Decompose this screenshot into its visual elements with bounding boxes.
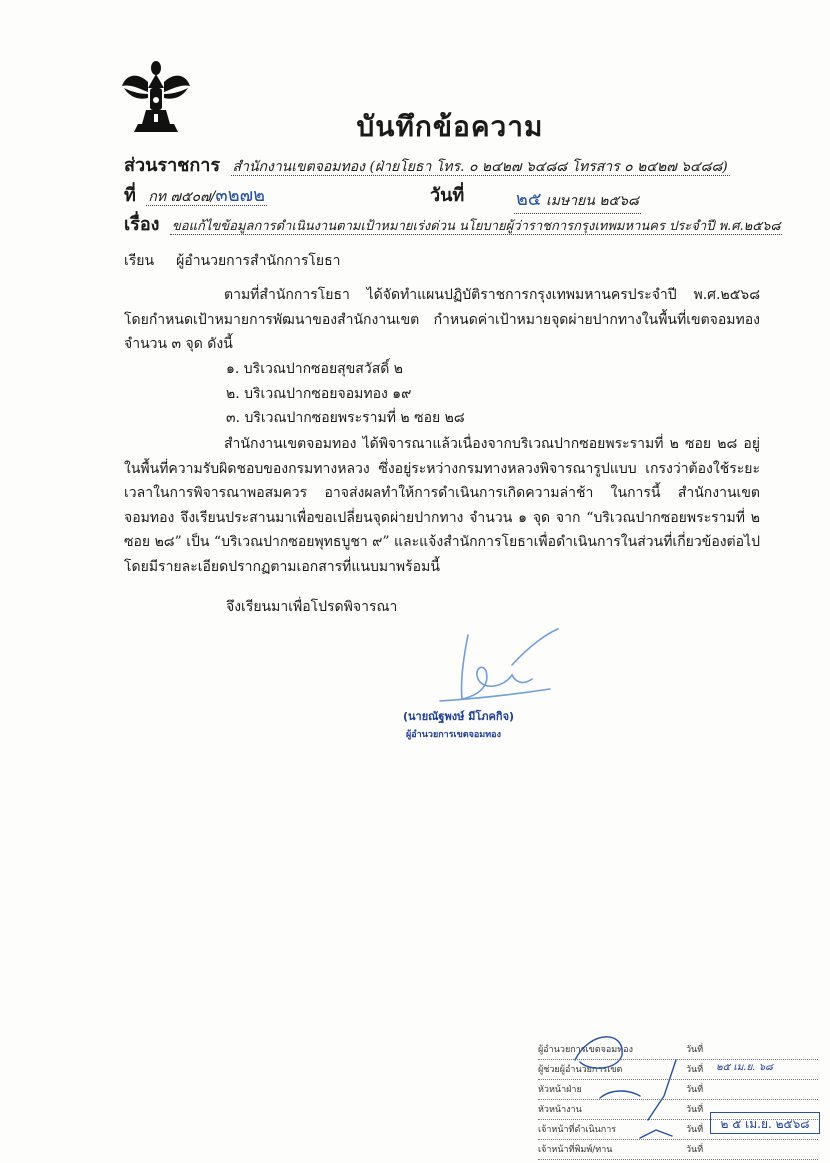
page-title: บันทึกข้อความ — [356, 110, 544, 143]
paragraph-intro: ตามที่สำนักการโยธา ได้จัดทำแผนปฏิบัติราชการกรุงเทพมหานครประจำปี พ.ศ.๒๕๖๘ โดยกำหนดเป้าหมายการพัฒนาของสำนักงานเขต กำหนดค่าเป้าหมายจุดผ่ายปากทางในพื้นที่เขตจอมทอง จำนวน ๓ จุด ดังนี้ — [124, 287, 760, 352]
routing-day-label: วันที่ — [686, 1125, 704, 1135]
salutation-recipient: ผู้อำนวยการสำนักการโยธา — [176, 253, 341, 269]
reference-number: กท ๗๕๐๗/ — [148, 189, 216, 205]
list-item: ๓. บริเวณปากซอยพระรามที่ ๒ ซอย ๒๘ — [226, 410, 465, 426]
routing-day-label: วันที่ — [686, 1045, 704, 1055]
received-date-stamp: ๒ ๕ เม.ย. ๒๕๖๘ — [710, 1112, 820, 1134]
closing-line: จึงเรียนมาเพื่อโปรดพิจารณา — [226, 599, 398, 615]
routing-day-label: วันที่ — [686, 1145, 704, 1155]
department-value: สำนักงานเขตจอมทอง (ฝ่ายโยธา โทร. ๐ ๒๔๒๗ ๖๔๘๘ โทรสาร ๐ ๒๔๒๗ ๖๔๘๘) — [232, 159, 728, 175]
reference-label: ที่ — [124, 185, 136, 206]
routing-day-label: วันที่ — [686, 1065, 704, 1075]
routing-day-label: วันที่ — [686, 1105, 704, 1115]
subject-label: เรื่อง — [124, 214, 160, 235]
routing-role: เจ้าหน้าที่พิมพ์/ทาน — [538, 1145, 613, 1155]
reference-handwritten: ๓๒๗๒ — [215, 185, 265, 206]
routing-note: ๒๕ เม.ย. ๖๘ — [716, 1062, 773, 1073]
date-handwritten: ๒๕ — [516, 189, 542, 210]
list-item: ๑. บริเวณปากซอยสุขสวัสดิ์ ๒ — [226, 361, 404, 377]
paragraph-detail: สำนักงานเขตจอมทอง ได้พิจารณาแล้วเนื่องจากบริเวณปากซอยพระรามที่ ๒ ซอย ๒๘ อยู่ในพื้นที่ความรับผิดชอบของกรมทางหลวง ซึ่งอยู่ระหว่างกรมทางหลวงพิจารณารูปแบบ เกรงว่าต้องใช้ระยะเวลาในการพิจารณาพอสมควร อาจส่งผลทำให้การดำเนินการเกิดความล่าช้า ในการนี้ สำนักงานเขตจอมทอง จึงเรียนประสานมาเพื่อขอเปลี่ยนจุดผ่ายปากทาง จำนวน ๑ จุด จาก “บริเวณปากซอยพระรามที่ ๒ ซอย ๒๘” เป็น “บริเวณปากซอยพุทธบูชา ๙” และแจ้งสำนักการโยธาเพื่อดำเนินการในส่วนที่เกี่ยวข้องต่อไป โดยมีรายละเอียดปรากฏตามเอกสารที่แนบมาพร้อมนี้ — [124, 436, 760, 575]
department-label: ส่วนราชการ — [124, 155, 221, 176]
subject-value: ขอแก้ไขข้อมูลการดำเนินงานตามเป้าหมายเร่งด่วน นโยบายผู้ว่าราชการกรุงเทพมหานคร ประจำปี พ.ศ.๒๕๖๘ — [171, 219, 781, 234]
routing-role: หัวหน้าฝ่าย — [538, 1085, 582, 1095]
routing-role: ผู้ช่วยผู้อำนวยการเขต — [538, 1065, 623, 1075]
date-label: วันที่ — [430, 185, 465, 206]
routing-role: เจ้าหน้าที่ดำเนินการ — [538, 1125, 617, 1135]
signer-name: (นายณัฐพงษ์ มีโภคกิจ) — [403, 710, 515, 723]
list-item: ๒. บริเวณปากซอยจอมทอง ๑๙ — [226, 385, 412, 402]
routing-day-label: วันที่ — [686, 1085, 704, 1095]
signer-position: ผู้อำนวยการเขตจอมทอง — [406, 730, 501, 740]
date-month-year: เมษายน ๒๕๖๘ — [545, 193, 639, 209]
routing-role: หัวหน้างาน — [538, 1105, 582, 1115]
salutation-label: เรียน — [124, 253, 155, 269]
routing-role: ผู้อำนวยการเขตจอมทอง — [538, 1045, 633, 1055]
